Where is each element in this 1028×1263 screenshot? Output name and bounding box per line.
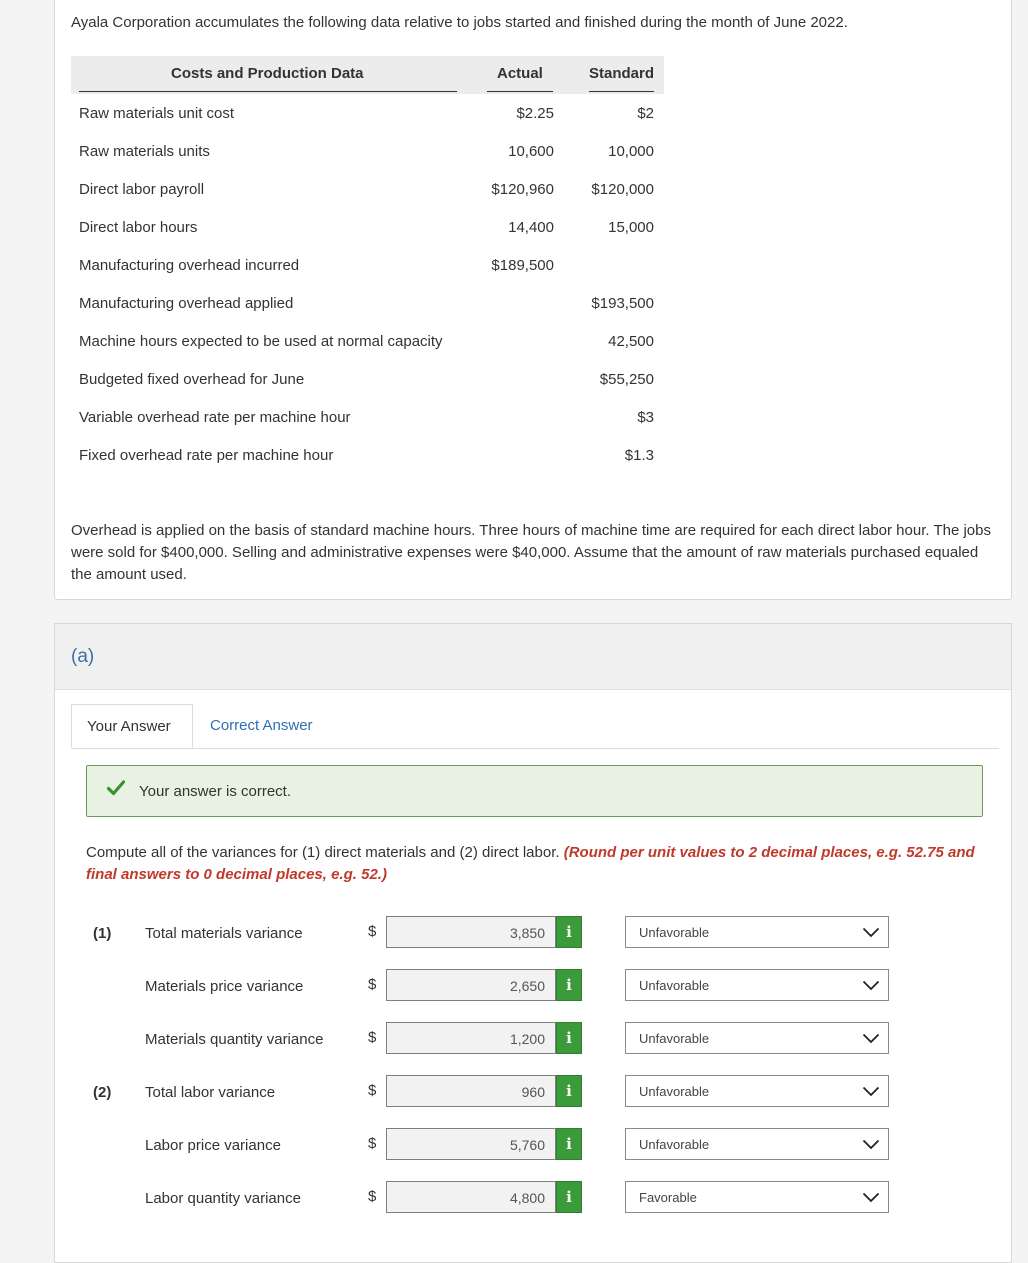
problem-card <box>54 0 1012 600</box>
variance-amount-input[interactable]: 4,800 <box>386 1181 556 1213</box>
correct-status-text: Your answer is correct. <box>139 783 292 800</box>
variance-label: Materials price variance <box>145 978 304 995</box>
chevron-down-icon <box>862 1191 880 1206</box>
instruction-text <box>86 842 986 886</box>
table-row-label: Direct labor hours <box>79 219 198 236</box>
variance-type-select[interactable] <box>625 1022 889 1054</box>
problem-paragraph: Overhead is applied on the basis of standard machine hours. Three hours of machine time are required for each direct labor hour. The jobs were sold for $400,000. Selling and administrative expenses were $40,000. Assume that the amount of raw materials purchased equaled the amount used. <box>71 522 991 583</box>
row-number: (1) <box>93 925 112 942</box>
table-row-standard: $1.3 <box>624 447 654 464</box>
table-row-label: Manufacturing overhead applied <box>79 295 294 312</box>
table-row-standard: 42,500 <box>608 333 654 350</box>
row-number: (2) <box>93 1084 112 1101</box>
variance-amount-input[interactable]: 960 <box>386 1075 556 1107</box>
table-row-standard: 15,000 <box>608 219 654 236</box>
part-a-card <box>54 623 1012 1263</box>
chevron-down-icon <box>862 1138 880 1153</box>
variance-type-value: Unfavorable <box>639 1031 710 1046</box>
part-a-label: (a) <box>71 646 95 667</box>
table-row-label: Raw materials units <box>79 143 210 160</box>
table-header <box>71 56 664 94</box>
variance-type-value: Favorable <box>639 1190 697 1205</box>
table-row-label: Variable overhead rate per machine hour <box>79 409 351 426</box>
table-row-actual: $120,960 <box>491 181 554 198</box>
table-row-actual: $189,500 <box>491 257 554 274</box>
dollar-sign: $ <box>368 923 377 940</box>
variance-amount-input[interactable]: 5,760 <box>386 1128 556 1160</box>
info-icon[interactable]: i <box>556 916 582 948</box>
dollar-sign: $ <box>368 1082 377 1099</box>
table-row-label: Machine hours expected to be used at normal capacity <box>79 333 443 350</box>
correct-banner <box>86 765 983 817</box>
dollar-sign: $ <box>368 1135 377 1152</box>
table-row-label: Fixed overhead rate per machine hour <box>79 447 334 464</box>
table-row-label: Raw materials unit cost <box>79 105 235 122</box>
variance-label: Total labor variance <box>145 1084 276 1101</box>
header-actual <box>497 65 543 82</box>
info-icon[interactable]: i <box>556 1128 582 1160</box>
dollar-sign: $ <box>368 976 377 993</box>
dollar-sign: $ <box>368 1188 377 1205</box>
variance-amount-input[interactable]: 1,200 <box>386 1022 556 1054</box>
dollar-sign: $ <box>368 1029 377 1046</box>
header-costs <box>171 65 364 82</box>
variance-type-value: Unfavorable <box>639 925 710 940</box>
info-icon[interactable]: i <box>556 969 582 1001</box>
tab-correct-answer[interactable]: Correct Answer <box>210 717 313 734</box>
answer-tabs <box>71 704 999 749</box>
variance-amount-input[interactable]: 2,650 <box>386 969 556 1001</box>
table-row-actual: 14,400 <box>508 219 554 236</box>
header-standard-text: Standard <box>589 65 655 82</box>
problem-intro: Ayala Corporation accumulates the following data relative to jobs started and finished during the month of June 2022. <box>71 14 848 31</box>
table-row-standard: $55,250 <box>599 371 654 388</box>
variance-label: Total materials variance <box>145 925 303 942</box>
table-row-standard: 10,000 <box>608 143 654 160</box>
variance-type-select[interactable] <box>625 916 889 948</box>
variance-type-value: Unfavorable <box>639 978 710 993</box>
info-icon[interactable]: i <box>556 1022 582 1054</box>
checkmark-icon <box>107 780 125 801</box>
table-row-actual: 10,600 <box>508 143 554 160</box>
tab-your-answer[interactable]: Your Answer <box>71 704 193 748</box>
variance-type-value: Unfavorable <box>639 1137 710 1152</box>
chevron-down-icon <box>862 1032 880 1047</box>
variance-type-select[interactable] <box>625 969 889 1001</box>
table-row-label: Manufacturing overhead incurred <box>79 257 300 274</box>
part-a-header <box>55 624 1011 690</box>
header-costs-text: Costs and Production Data <box>171 65 364 82</box>
info-icon[interactable]: i <box>556 1075 582 1107</box>
variance-amount-input[interactable]: 3,850 <box>386 916 556 948</box>
table-row-standard: $120,000 <box>591 181 654 198</box>
table-row-standard: $193,500 <box>591 295 654 312</box>
variance-type-value: Unfavorable <box>639 1084 710 1099</box>
variance-type-select[interactable] <box>625 1181 889 1213</box>
variance-label: Labor quantity variance <box>145 1190 301 1207</box>
variance-label: Materials quantity variance <box>145 1031 324 1048</box>
table-row-standard: $3 <box>637 409 654 426</box>
variance-type-select[interactable] <box>625 1075 889 1107</box>
table-row-actual: $2.25 <box>516 105 554 122</box>
table-row-label: Direct labor payroll <box>79 181 205 198</box>
chevron-down-icon <box>862 1085 880 1100</box>
header-standard <box>589 65 654 82</box>
header-actual-text: Actual <box>497 65 543 82</box>
table-row-label: Budgeted fixed overhead for June <box>79 371 305 388</box>
instruction-main: Compute all of the variances for (1) direct materials and (2) direct labor. <box>86 844 560 861</box>
info-icon[interactable]: i <box>556 1181 582 1213</box>
chevron-down-icon <box>862 926 880 941</box>
variance-label: Labor price variance <box>145 1137 281 1154</box>
instruction-note: (Round per unit values to 2 decimal places, e.g. 52.75 and final answers to 0 decimal places, e.g. 52.) <box>86 844 975 883</box>
table-row-standard: $2 <box>637 105 654 122</box>
chevron-down-icon <box>862 979 880 994</box>
variance-type-select[interactable] <box>625 1128 889 1160</box>
